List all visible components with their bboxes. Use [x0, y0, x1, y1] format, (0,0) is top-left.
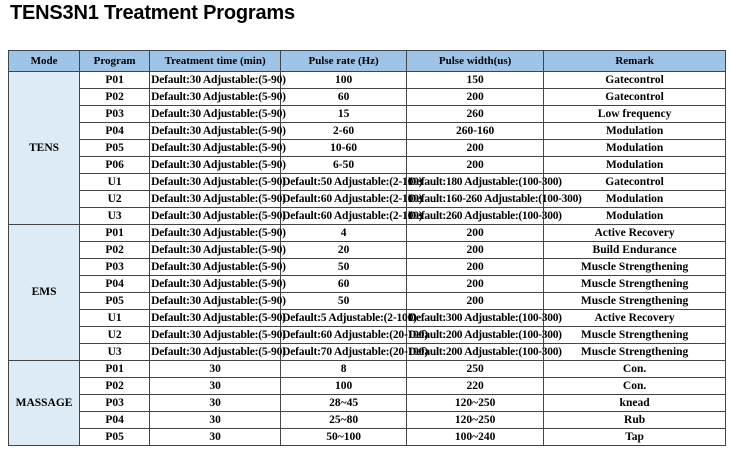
pulse-width-cell: 100~240 — [407, 429, 544, 446]
table-row — [9, 157, 726, 174]
table-row — [9, 140, 726, 157]
table-row — [9, 106, 726, 123]
column-header-mode: Mode — [9, 51, 80, 72]
pulse-rate-cell: 50~100 — [281, 429, 407, 446]
pulse-rate-cell: Default:60 Adjustable:(2-100) — [281, 191, 407, 208]
remark-cell: Con. — [544, 361, 726, 378]
program-cell: P06 — [80, 157, 150, 174]
pulse-width-cell: 250 — [407, 361, 544, 378]
mode-cell: EMS — [9, 225, 80, 361]
remark-cell: Muscle Strengthening — [544, 276, 726, 293]
pulse-width-cell: 260 — [407, 106, 544, 123]
treatment-time-cell: Default:30 Adjustable:(5-90) — [150, 157, 281, 174]
program-cell: P05 — [80, 429, 150, 446]
program-cell: P05 — [80, 293, 150, 310]
column-header-treatment-time: Treatment time (min) — [150, 51, 281, 72]
pulse-width-cell: Default:260 Adjustable:(100-300) — [407, 208, 544, 225]
pulse-width-cell: Default:200 Adjustable:(100-300) — [407, 344, 544, 361]
table-row — [9, 378, 726, 395]
treatment-time-cell: Default:30 Adjustable:(5-90) — [150, 191, 281, 208]
pulse-width-cell: 200 — [407, 140, 544, 157]
table-row — [9, 276, 726, 293]
pulse-width-cell: Default:180 Adjustable:(100-300) — [407, 174, 544, 191]
program-cell: P01 — [80, 225, 150, 242]
program-cell: P03 — [80, 106, 150, 123]
remark-cell: Modulation — [544, 208, 726, 225]
table-row — [9, 208, 726, 225]
treatment-time-cell: Default:30 Adjustable:(5-90) — [150, 106, 281, 123]
table-row — [9, 395, 726, 412]
pulse-rate-cell: Default:5 Adjustable:(2-100) — [281, 310, 407, 327]
remark-cell: Active Recovery — [544, 225, 726, 242]
program-cell: U3 — [80, 344, 150, 361]
pulse-rate-cell: 4 — [281, 225, 407, 242]
program-cell: P01 — [80, 361, 150, 378]
treatment-time-cell: 30 — [150, 412, 281, 429]
treatment-time-cell: Default:30 Adjustable:(5-90) — [150, 327, 281, 344]
treatment-time-cell: Default:30 Adjustable:(5-90) — [150, 225, 281, 242]
remark-cell: Muscle Strengthening — [544, 344, 726, 361]
remark-cell: Modulation — [544, 157, 726, 174]
remark-cell: Gatecontrol — [544, 174, 726, 191]
table-row — [9, 174, 726, 191]
remark-cell: Gatecontrol — [544, 72, 726, 89]
pulse-width-cell: 200 — [407, 225, 544, 242]
program-cell: P03 — [80, 395, 150, 412]
pulse-width-cell: 200 — [407, 293, 544, 310]
program-cell: P02 — [80, 89, 150, 106]
program-cell: U2 — [80, 327, 150, 344]
program-cell: P04 — [80, 276, 150, 293]
program-cell: P02 — [80, 242, 150, 259]
column-header-program: Program — [80, 51, 150, 72]
treatment-time-cell: Default:30 Adjustable:(5-90) — [150, 344, 281, 361]
mode-cell: TENS — [9, 72, 80, 225]
remark-cell: Low frequency — [544, 106, 726, 123]
table-row — [9, 327, 726, 344]
pulse-rate-cell: 15 — [281, 106, 407, 123]
pulse-width-cell: 200 — [407, 242, 544, 259]
table-row — [9, 242, 726, 259]
treatment-time-cell: 30 — [150, 429, 281, 446]
remark-cell: knead — [544, 395, 726, 412]
mode-cell: MASSAGE — [9, 361, 80, 446]
remark-cell: Active Recovery — [544, 310, 726, 327]
pulse-rate-cell: 100 — [281, 72, 407, 89]
treatment-time-cell: Default:30 Adjustable:(5-90) — [150, 123, 281, 140]
program-cell: P01 — [80, 72, 150, 89]
remark-cell: Modulation — [544, 123, 726, 140]
remark-cell: Con. — [544, 378, 726, 395]
remark-cell: Muscle Strengthening — [544, 259, 726, 276]
pulse-width-cell: 200 — [407, 259, 544, 276]
pulse-rate-cell: 60 — [281, 276, 407, 293]
treatment-time-cell: Default:30 Adjustable:(5-90) — [150, 293, 281, 310]
treatment-time-cell: Default:30 Adjustable:(5-90) — [150, 89, 281, 106]
treatment-time-cell: Default:30 Adjustable:(5-90) — [150, 310, 281, 327]
table-row — [9, 259, 726, 276]
pulse-width-cell: 120~250 — [407, 395, 544, 412]
pulse-width-cell: Default:160-260 Adjustable:(100-300) — [407, 191, 544, 208]
program-cell: U2 — [80, 191, 150, 208]
remark-cell: Modulation — [544, 140, 726, 157]
pulse-rate-cell: Default:60 Adjustable:(2-100) — [281, 208, 407, 225]
program-cell: P03 — [80, 259, 150, 276]
pulse-width-cell: 260-160 — [407, 123, 544, 140]
pulse-rate-cell: 25~80 — [281, 412, 407, 429]
treatment-time-cell: Default:30 Adjustable:(5-90) — [150, 72, 281, 89]
program-cell: U3 — [80, 208, 150, 225]
pulse-width-cell: 220 — [407, 378, 544, 395]
remark-cell: Muscle Strengthening — [544, 293, 726, 310]
column-header-pulse-rate: Pulse rate (Hz) — [281, 51, 407, 72]
pulse-width-cell: 150 — [407, 72, 544, 89]
treatment-time-cell: Default:30 Adjustable:(5-90) — [150, 276, 281, 293]
remark-cell: Build Endurance — [544, 242, 726, 259]
pulse-width-cell: 200 — [407, 157, 544, 174]
pulse-rate-cell: 8 — [281, 361, 407, 378]
remark-cell: Muscle Strengthening — [544, 327, 726, 344]
table-row — [9, 225, 726, 242]
treatment-time-cell: Default:30 Adjustable:(5-90) — [150, 242, 281, 259]
table-row — [9, 344, 726, 361]
program-cell: U1 — [80, 310, 150, 327]
table-row — [9, 191, 726, 208]
table-row — [9, 361, 726, 378]
pulse-rate-cell: 60 — [281, 89, 407, 106]
table-row — [9, 89, 726, 106]
pulse-rate-cell: Default:70 Adjustable:(20-100) — [281, 344, 407, 361]
treatment-time-cell: Default:30 Adjustable:(5-90) — [150, 259, 281, 276]
remark-cell: Rub — [544, 412, 726, 429]
program-cell: P04 — [80, 123, 150, 140]
table-row — [9, 412, 726, 429]
column-header-pulse-width: Pulse width(us) — [407, 51, 544, 72]
pulse-rate-cell: 20 — [281, 242, 407, 259]
treatment-time-cell: Default:30 Adjustable:(5-90) — [150, 208, 281, 225]
pulse-rate-cell: 100 — [281, 378, 407, 395]
page-title: TENS3N1 Treatment Programs — [10, 2, 295, 24]
pulse-width-cell: 200 — [407, 276, 544, 293]
remark-cell: Gatecontrol — [544, 89, 726, 106]
pulse-width-cell: Default:200 Adjustable:(100-300) — [407, 327, 544, 344]
pulse-rate-cell: Default:60 Adjustable:(20-100) — [281, 327, 407, 344]
table-row — [9, 310, 726, 327]
pulse-rate-cell: 50 — [281, 293, 407, 310]
treatment-time-cell: 30 — [150, 395, 281, 412]
program-cell: P04 — [80, 412, 150, 429]
table-row — [9, 123, 726, 140]
treatment-time-cell: 30 — [150, 361, 281, 378]
pulse-width-cell: 200 — [407, 89, 544, 106]
pulse-rate-cell: 2-60 — [281, 123, 407, 140]
pulse-rate-cell: 6-50 — [281, 157, 407, 174]
remark-cell: Modulation — [544, 191, 726, 208]
table-row — [9, 293, 726, 310]
pulse-rate-cell: 28~45 — [281, 395, 407, 412]
column-header-remark: Remark — [544, 51, 726, 72]
pulse-rate-cell: 10-60 — [281, 140, 407, 157]
pulse-width-cell: 120~250 — [407, 412, 544, 429]
table-body — [9, 72, 726, 446]
program-cell: P05 — [80, 140, 150, 157]
treatment-programs-table — [8, 50, 726, 446]
pulse-rate-cell: 50 — [281, 259, 407, 276]
treatment-time-cell: Default:30 Adjustable:(5-90) — [150, 140, 281, 157]
table-row — [9, 429, 726, 446]
program-cell: U1 — [80, 174, 150, 191]
remark-cell: Tap — [544, 429, 726, 446]
program-cell: P02 — [80, 378, 150, 395]
header-row — [9, 51, 726, 72]
treatment-time-cell: 30 — [150, 378, 281, 395]
treatment-time-cell: Default:30 Adjustable:(5-90) — [150, 174, 281, 191]
pulse-width-cell: Default:300 Adjustable:(100-300) — [407, 310, 544, 327]
pulse-rate-cell: Default:50 Adjustable:(2-100) — [281, 174, 407, 191]
table-row — [9, 72, 726, 89]
